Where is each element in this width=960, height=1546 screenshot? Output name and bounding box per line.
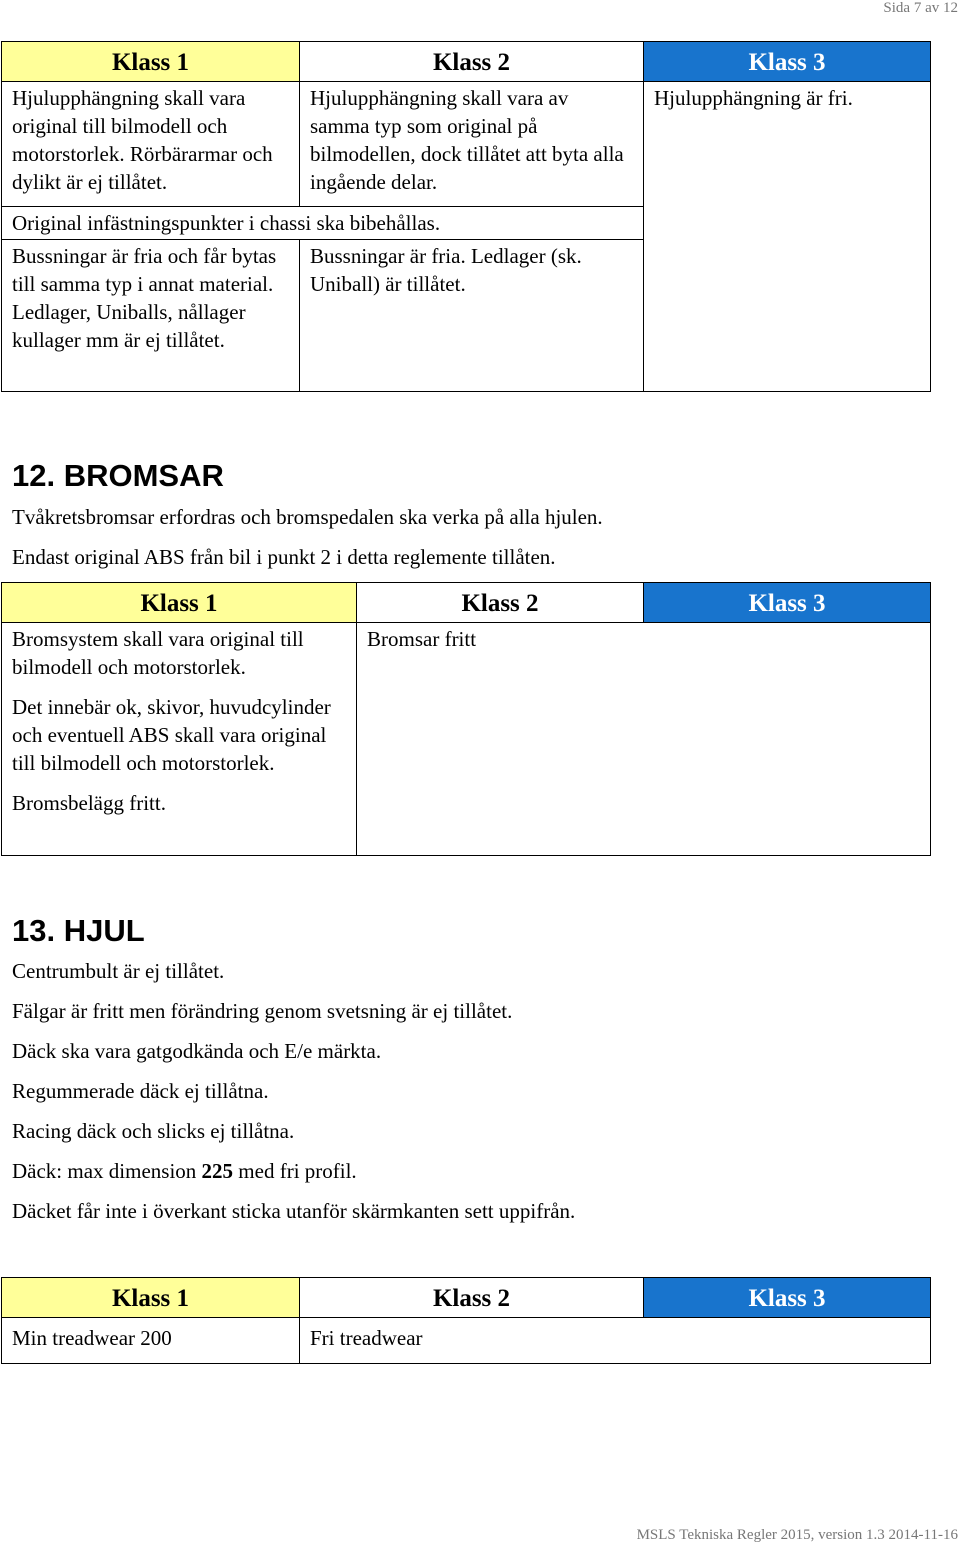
section-13-paragraph: Centrumbult är ej tillåtet. (12, 959, 225, 983)
mounting-points-cell: Original infästningspunkter i chassi ska bibehållas. (2, 207, 644, 240)
class2-header: Klass 2 (300, 1278, 644, 1318)
class2-treadwear-cell: Fri treadwear (300, 1318, 931, 1364)
footer: MSLS Tekniska Regler 2015, version 1.3 2014-11-16 (636, 1527, 958, 1543)
class2-suspension-cell: Hjulupphängning skall vara av samma typ som original på bilmodellen, dock tillåtet att byta alla ingående delar. (300, 82, 644, 207)
section-13-paragraph: Racing däck och slicks ej tillåtna. (12, 1119, 295, 1143)
table-row (2, 623, 931, 856)
brakes-text: Bromsystem skall vara original till bilmodell och motorstorlek. (12, 627, 304, 679)
brakes-text: Det innebär ok, skivor, huvudcylinder och eventuell ABS skall vara original till bilmodell och motorstorlek. (12, 695, 331, 775)
class2-header: Klass 2 (357, 583, 644, 623)
class2-bushings-cell: Bussningar är fria. Ledlager (sk. Uniball) är tillåtet. (300, 240, 644, 392)
section-13-paragraph: Regummerade däck ej tillåtna. (12, 1079, 269, 1103)
class3-suspension-cell: Hjulupphängning är fri. (644, 82, 931, 392)
class2-header: Klass 2 (300, 42, 644, 82)
class2-brakes-cell: Bromsar fritt (357, 623, 931, 856)
section-13-paragraph (12, 1157, 357, 1185)
table-row (2, 82, 931, 207)
section-12-heading: 12. BROMSAR (12, 458, 224, 493)
table-header-row (2, 42, 931, 82)
section-13-paragraph: Däck ska vara gatgodkända och E/e märkta. (12, 1039, 382, 1063)
class1-brakes-cell (2, 623, 357, 856)
section-12-paragraph: Endast original ABS från bil i punkt 2 i detta reglemente tillåten. (12, 545, 556, 569)
tire-size-value: 225 (201, 1159, 234, 1183)
table-header-row (2, 583, 931, 623)
class1-header: Klass 1 (2, 583, 357, 623)
class3-header: Klass 3 (644, 42, 931, 82)
tire-size-text: Däck: max dimension (12, 1159, 202, 1183)
section-12-paragraph: Tvåkretsbromsar erfordras och bromspedalen ska verka på alla hjulen. (12, 505, 603, 529)
class3-header: Klass 3 (644, 1278, 931, 1318)
suspension-class-table (1, 41, 931, 392)
tire-size-text: med fri profil. (233, 1159, 357, 1183)
page-number: Sida 7 av 12 (883, 0, 958, 16)
section-13-paragraph: Däcket får inte i överkant sticka utanför skärmkanten sett uppifrån. (12, 1199, 576, 1223)
class1-bushings-cell: Bussningar är fria och får bytas till samma typ i annat material. Ledlager, Uniballs, nållager kullager mm är ej tillåtet. (2, 240, 300, 392)
table-header-row (2, 1278, 931, 1318)
section-13-heading: 13. HJUL (12, 913, 145, 948)
class1-suspension-cell: Hjulupphängning skall vara original till bilmodell och motorstorlek. Rörbärarmar och dylikt är ej tillåtet. (2, 82, 300, 207)
brakes-text: Bromsbelägg fritt. (12, 791, 166, 815)
class1-treadwear-cell: Min treadwear 200 (2, 1318, 300, 1364)
table-row (2, 1318, 931, 1364)
brakes-class-table (1, 582, 931, 856)
section-13-paragraph: Fälgar är fritt men förändring genom svetsning är ej tillåtet. (12, 999, 513, 1023)
class1-header: Klass 1 (2, 1278, 300, 1318)
class3-header: Klass 3 (644, 583, 931, 623)
class1-header: Klass 1 (2, 42, 300, 82)
wheels-class-table (1, 1277, 931, 1364)
